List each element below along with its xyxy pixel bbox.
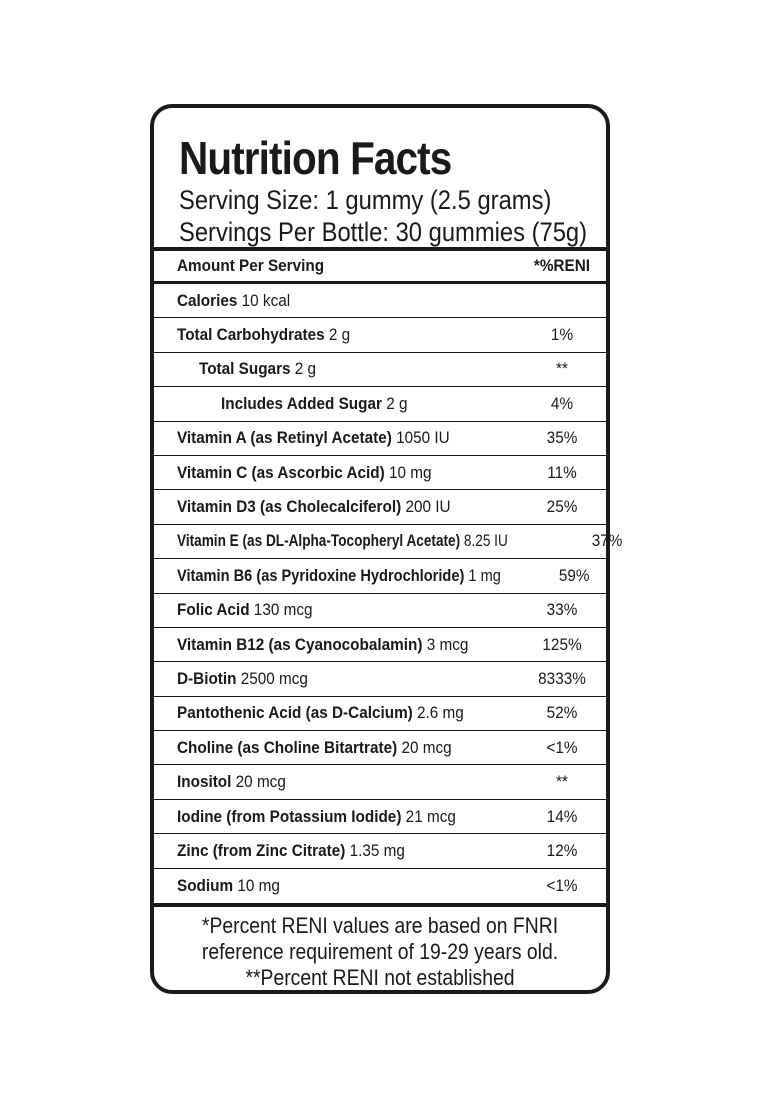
nutrient-row-vitamin-a: [154, 422, 606, 456]
serving-size: Serving Size: 1 gummy (2.5 grams): [179, 185, 552, 215]
nutrient-name: D-Biotin: [177, 668, 237, 688]
nutrient-amount: 130 mcg: [253, 600, 313, 620]
nutrient-name: Vitamin E (as DL-Alpha-Tocopheryl Acetate): [177, 531, 461, 551]
label-title: Nutrition Facts: [179, 132, 452, 184]
nutrient-name: Inositol: [177, 772, 232, 792]
nutrient-percent: 35%: [546, 428, 578, 448]
nutrient-amount: 2 g: [328, 325, 351, 345]
nutrient-name: Total Sugars: [199, 359, 291, 379]
column-header-row: [154, 251, 606, 284]
nutrient-percent: 33%: [546, 600, 578, 620]
nutrient-percent: 8333%: [538, 668, 586, 688]
nutrient-name: Pantothenic Acid (as D-Calcium): [177, 703, 413, 723]
nutrient-amount: 20 mcg: [235, 772, 286, 792]
nutrient-percent: 1%: [550, 325, 574, 345]
nutrient-amount: 1 mg: [468, 565, 501, 585]
nutrient-row-pantothenic-acid: [154, 697, 606, 731]
nutrient-percent: 125%: [542, 634, 582, 654]
amount-per-serving-header: Amount Per Serving: [177, 256, 325, 275]
nutrient-amount: 10 mg: [389, 462, 432, 482]
nutrient-percent: <1%: [546, 875, 578, 895]
nutrient-percent: 4%: [550, 393, 574, 413]
nutrient-percent: 12%: [546, 840, 578, 860]
nutrient-percent: 59%: [558, 565, 590, 585]
nutrient-row-added-sugar: [154, 387, 606, 421]
nutrient-percent: 37%: [592, 531, 623, 551]
nutrient-amount: 200 IU: [405, 497, 451, 517]
nutrient-amount: 1050 IU: [396, 428, 450, 448]
nutrient-amount: 20 mcg: [401, 737, 452, 757]
servings-per-bottle: Servings Per Bottle: 30 gummies (75g): [179, 217, 588, 247]
nutrient-percent: 11%: [547, 462, 577, 482]
nutrient-amount: 2 g: [294, 359, 317, 379]
nutrient-row-sodium: [154, 869, 606, 903]
nutrient-row-calories: [154, 284, 606, 318]
reni-header: *%RENI: [533, 256, 590, 275]
nutrient-row-choline: [154, 731, 606, 765]
nutrient-name: Iodine (from Potassium Iodide): [177, 806, 402, 826]
nutrient-name: Vitamin B12 (as Cyanocobalamin): [177, 634, 423, 654]
nutrient-name: Includes Added Sugar: [221, 393, 382, 413]
nutrient-name: Folic Acid: [177, 600, 250, 620]
nutrient-row-vitamin-b6: [154, 559, 606, 593]
nutrient-percent: <1%: [546, 737, 578, 757]
nutrient-row-vitamin-c: [154, 456, 606, 490]
nutrient-row-vitamin-d3: [154, 490, 606, 524]
nutrient-name: Sodium: [177, 875, 234, 895]
nutrient-name: Vitamin B6 (as Pyridoxine Hydrochloride): [177, 565, 465, 585]
nutrient-percent: **: [556, 359, 568, 379]
nutrient-name: Vitamin D3 (as Cholecalciferol): [177, 497, 402, 517]
nutrient-amount: 2.6 mg: [417, 703, 464, 723]
nutrient-row-inositol: [154, 765, 606, 799]
nutrient-row-zinc: [154, 834, 606, 868]
nutrient-amount: 3 mcg: [426, 634, 469, 654]
nutrient-percent: 25%: [546, 497, 578, 517]
nutrient-percent: 14%: [546, 806, 578, 826]
nutrient-row-vitamin-b12: [154, 628, 606, 662]
nutrient-row-iodine: [154, 800, 606, 834]
footnote: [154, 903, 606, 991]
nutrient-percent: **: [556, 772, 568, 792]
nutrient-row-d-biotin: [154, 662, 606, 696]
nutrient-row-total-carbohydrates: [154, 318, 606, 352]
footnote-line: **Percent RENI not established: [245, 965, 515, 991]
nutrient-name: Vitamin C (as Ascorbic Acid): [177, 462, 385, 482]
nutrient-amount: 2500 mcg: [240, 668, 308, 688]
nutrient-name: Choline (as Choline Bitartrate): [177, 737, 398, 757]
nutrition-facts-label: [150, 104, 623, 994]
nutrient-amount: 1.35 mg: [349, 840, 405, 860]
nutrient-name: Vitamin A (as Retinyl Acetate): [177, 428, 392, 448]
nutrient-amount: 10 kcal: [241, 290, 291, 310]
nutrient-amount: 10 mg: [237, 875, 280, 895]
nutrient-amount: 21 mcg: [405, 806, 456, 826]
nutrient-name: Calories: [177, 290, 238, 310]
nutrient-amount: 8.25 IU: [463, 531, 508, 551]
nutrient-amount: 2 g: [386, 393, 408, 413]
nutrient-name: Zinc (from Zinc Citrate): [177, 840, 346, 860]
nutrient-row-folic-acid: [154, 594, 606, 628]
nutrient-row-vitamin-e: [154, 525, 623, 559]
footnote-line: *Percent RENI values are based on FNRI: [201, 913, 559, 939]
label-header: [154, 108, 606, 247]
nutrient-row-total-sugars: [154, 353, 606, 387]
footnote-line: reference requirement of 19-29 years old.: [201, 939, 559, 965]
nutrient-name: Total Carbohydrates: [177, 325, 325, 345]
nutrient-percent: 52%: [546, 703, 578, 723]
